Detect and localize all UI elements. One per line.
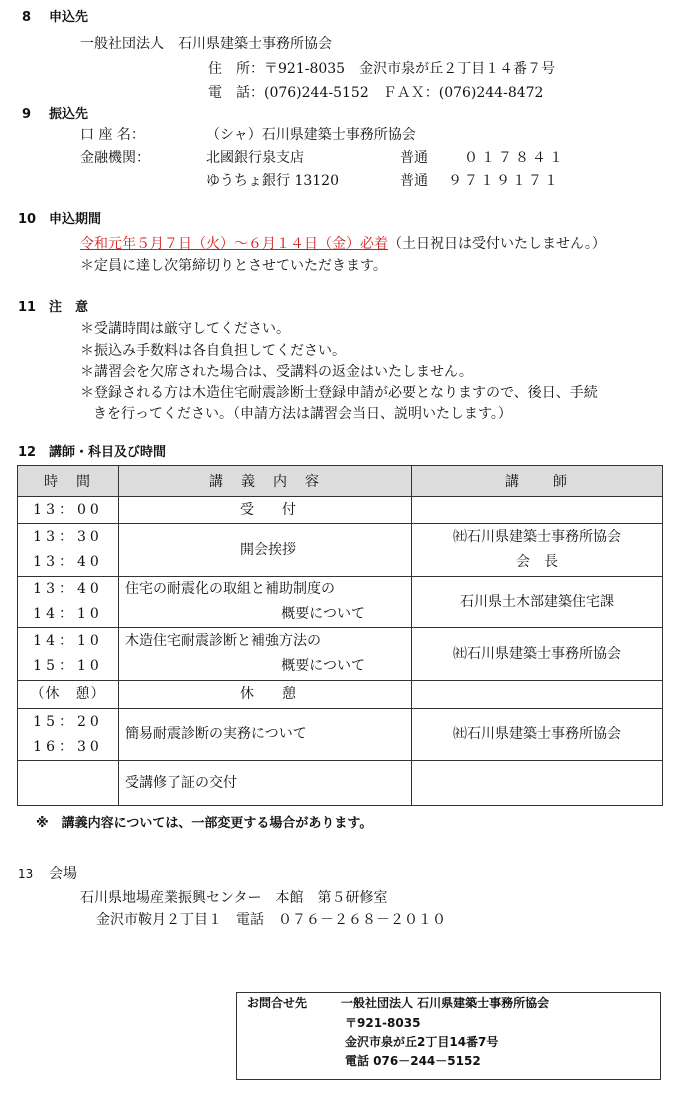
caution-item: ＊講習会を欠席された場合は、受講料の返金はいたしません。 [80,364,473,380]
time-end: 14：10 [33,606,103,622]
row-lecturer [412,497,663,524]
time-start: 13：30 [33,529,103,545]
section-12-number: 12 [18,445,37,460]
schedule-table [17,465,663,806]
section-13-number: 13 [18,867,34,881]
content-text-continued: 概要について [281,606,365,622]
application-period-note: （土日祝日は受付いたしません。） [388,236,606,252]
content-text-continued: 概要について [281,658,365,674]
account-label: 口 座 名： [80,127,145,143]
time-end: 16：30 [33,738,103,755]
lecturer-title: 会 長 [516,554,558,570]
bank1-account-number: ０１７８４１ [464,150,566,166]
row-content [119,681,412,709]
row-time [18,681,119,709]
content-text: 受講修了証の交付 [125,774,237,791]
row-content [119,497,412,524]
contact-address: 金沢市泉が丘2丁目14番7号 [345,1035,499,1049]
table-row [18,628,663,681]
section-8-title: 申込先 [49,10,89,25]
application-period [80,234,606,254]
contact-org: 一般社団法人 石川県建築士事務所協会 [341,996,550,1010]
applicant-org: 一般社団法人 石川県建築士事務所協会 [80,36,332,52]
section-12-title: 講師・科目及び時間 [49,445,167,460]
bank1-name: 北國銀行泉支店 [206,150,304,166]
contact-label: お問合せ先 [247,996,308,1010]
contact-zip: 〒921-8035 [345,1016,421,1030]
bank1-type: 普通 [400,150,428,166]
section-8-number: 8 [22,10,32,25]
lecturer-org: ㈳石川県建築士事務所協会 [453,726,621,742]
row-content [119,709,412,761]
row-time [18,761,119,806]
lecturer-org: 石川県土木部建築住宅課 [460,593,614,610]
caution-item: ＊振込み手数料は各自負担してください。 [80,343,346,359]
caution-item: ＊受講時間は厳守してください。 [80,321,290,337]
table-row [18,681,663,709]
table-row [18,577,663,628]
row-content [119,577,412,628]
section-11-number: 11 [18,300,37,315]
time-start: 15：20 [33,713,103,730]
applicant-address: 住 所：〒921-8035 金沢市泉が丘２丁目１４番７号 [208,61,556,77]
content-text: 受 付 [240,501,296,518]
lecturer-org: ㈳石川県建築士事務所協会 [453,645,621,662]
contact-box [236,992,661,1080]
time-end: 15：10 [33,658,103,674]
header-content: 講 義 内 容 [119,466,412,497]
row-lecturer [412,761,663,806]
table-row [18,709,663,761]
applicant-phone-fax: 電 話：(076)244-5152 ＦＡＸ：(076)244-8472 [208,85,544,101]
bank2-name: ゆうちょ銀行 13120 [206,173,339,189]
row-time [18,709,119,761]
section-10-number: 10 [18,212,37,227]
section-9-title: 振込先 [49,107,89,122]
content-text: 木造住宅耐震診断と補強方法の [125,633,321,649]
application-period-dates: 令和元年５月７日（火）～６月１４日（金）必着 [80,236,388,252]
content-text: 住宅の耐震化の取組と補助制度の [125,581,335,597]
row-lecturer [412,681,663,709]
row-time [18,577,119,628]
row-time [18,524,119,577]
venue-address-phone: 金沢市鞍月２丁目１ 電話 ０７６－２６８－２０１０ [96,912,446,928]
header-lecturer: 講 師 [412,466,663,497]
section-10-title: 申込期間 [49,212,102,227]
content-text: 簡易耐震診断の実務について [125,726,307,742]
header-time: 時 間 [18,466,119,497]
caution-item: ＊登録される方は木造住宅耐震診断士登録申請が必要となりますので、後日、手続 [80,385,598,401]
table-change-note: ※ 講義内容については、一部変更する場合があります。 [36,816,373,831]
row-time [18,497,119,524]
contact-phone: 電話 076－244－5152 [345,1054,481,1068]
row-lecturer [412,524,663,577]
time-start: 14：10 [33,633,103,649]
bank2-account-number: ９７１９１７１ [448,173,560,189]
row-content [119,628,412,681]
time-start: 13：40 [33,581,103,597]
row-content [119,524,412,577]
section-9-number: 9 [22,107,32,122]
row-time [18,628,119,681]
section-11-title: 注 意 [49,300,89,315]
lecturer-org: ㈳石川県建築士事務所協会 [453,529,621,545]
content-text: 休 憩 [240,686,296,702]
time-end: 13：40 [33,554,103,570]
venue-name: 石川県地場産業振興センター 本館 第５研修室 [80,890,388,906]
schedule-header-row [18,466,663,497]
row-lecturer [412,628,663,681]
row-lecturer [412,577,663,628]
row-lecturer [412,709,663,761]
account-value: （シャ）石川県建築士事務所協会 [206,127,416,143]
bank2-type: 普通 [400,173,428,189]
capacity-note: ＊定員に達し次第締切りとさせていただきます。 [80,258,387,274]
table-row [18,761,663,806]
table-row [18,524,663,577]
time-start: 13：00 [33,501,103,518]
caution-item-continued: きを行ってください。（申請方法は講習会当日、説明いたします。） [93,406,512,422]
row-content [119,761,412,806]
table-row [18,497,663,524]
bank-label: 金融機関： [80,150,150,166]
time-break: （休 憩） [30,686,106,702]
content-text: 開会挨拶 [240,541,296,558]
section-13-title: 会場 [49,866,77,882]
